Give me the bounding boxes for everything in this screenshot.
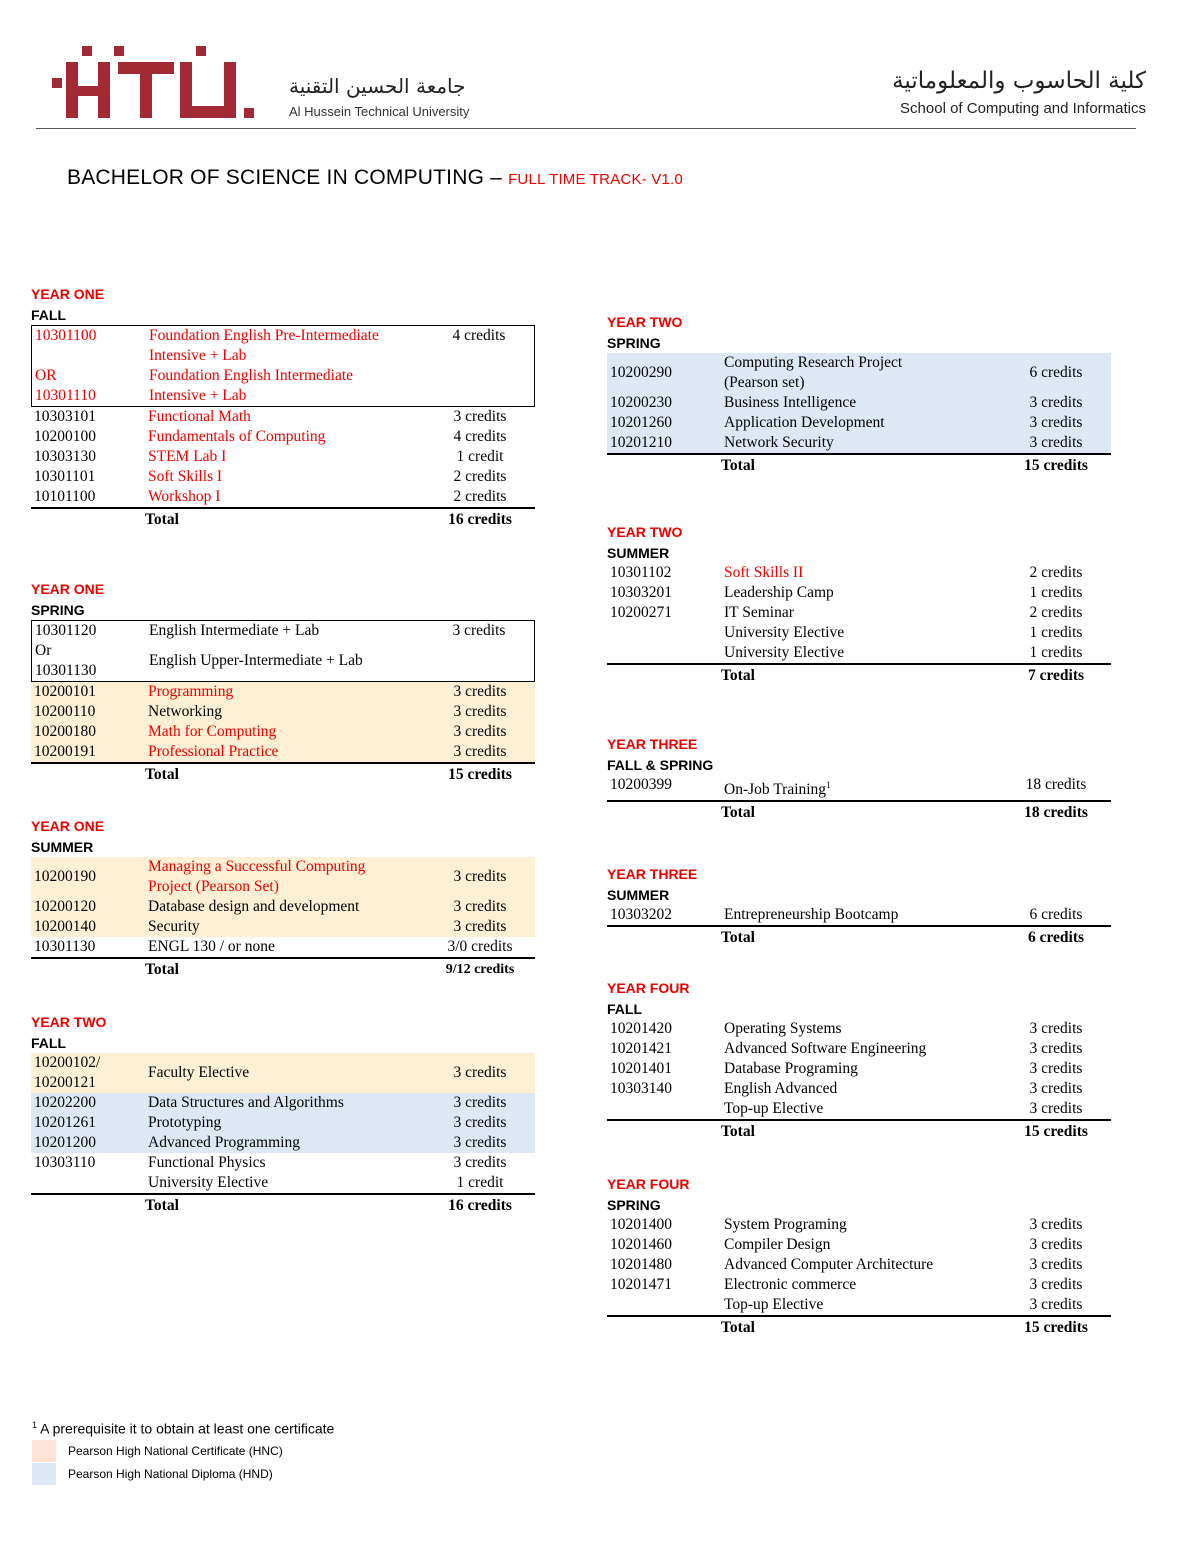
total-label: Total bbox=[721, 1319, 755, 1336]
course-credits: 3 credits bbox=[1029, 1296, 1083, 1313]
table-row bbox=[31, 742, 535, 764]
course-credits: 2 credits bbox=[453, 468, 507, 485]
table-row bbox=[607, 353, 1111, 393]
table-row bbox=[607, 1059, 1111, 1079]
section-year: YEAR ONE bbox=[31, 581, 105, 597]
course-name: Top-up Elective bbox=[724, 1100, 824, 1117]
course-name: Intensive + Lab bbox=[149, 387, 247, 404]
course-code: 10200101 bbox=[34, 683, 96, 700]
table-row bbox=[31, 682, 535, 702]
course-credits: 3 credits bbox=[1029, 1236, 1083, 1253]
course-credits: 3 credits bbox=[453, 898, 507, 915]
course-name: Operating Systems bbox=[724, 1020, 842, 1037]
table-row bbox=[607, 643, 1111, 665]
total-row bbox=[31, 959, 535, 981]
course-code: 10200110 bbox=[34, 703, 96, 720]
total-label: Total bbox=[145, 961, 179, 978]
course-code: 10301130 bbox=[34, 938, 96, 955]
course-credits: 3 credits bbox=[1029, 1256, 1083, 1273]
section-term: FALL bbox=[31, 1035, 66, 1051]
hnd-swatch bbox=[32, 1463, 56, 1485]
course-credits: 3 credits bbox=[453, 743, 507, 760]
total-row bbox=[607, 1121, 1111, 1143]
table-row bbox=[31, 407, 535, 427]
table-row bbox=[31, 857, 535, 897]
section-year-three-fall-spring bbox=[607, 733, 1111, 824]
total-label: Total bbox=[721, 457, 755, 474]
table-row bbox=[32, 366, 534, 386]
table-row bbox=[31, 1173, 535, 1195]
legend-item-hnc bbox=[32, 1440, 283, 1462]
table-row bbox=[31, 447, 535, 467]
course-code: 10200290 bbox=[610, 364, 672, 381]
course-credits: 3 credits bbox=[1029, 1276, 1083, 1293]
footnote-ref: 1 bbox=[826, 780, 831, 790]
total-row bbox=[607, 1317, 1111, 1339]
section-year: YEAR TWO bbox=[607, 524, 683, 540]
course-credits bbox=[424, 651, 534, 681]
course-credits: 2 credits bbox=[1029, 604, 1083, 621]
course-credits: 1 credits bbox=[1029, 644, 1083, 661]
section-term: SUMMER bbox=[31, 839, 94, 855]
section-term: FALL & SPRING bbox=[607, 757, 714, 773]
table-row bbox=[607, 905, 1111, 927]
section-term: SPRING bbox=[31, 602, 85, 618]
section-year-one-spring bbox=[31, 578, 535, 786]
footnote-mark: 1 bbox=[32, 1420, 38, 1430]
course-credits: 3 credits bbox=[452, 622, 506, 639]
course-credits: 3 credits bbox=[453, 1114, 507, 1131]
course-code: 10201420 bbox=[610, 1020, 672, 1037]
university-name-arabic: جامعة الحسين التقنية bbox=[289, 74, 466, 98]
course-name-text: On-Job Training bbox=[724, 781, 827, 799]
total-row bbox=[607, 455, 1111, 477]
section-year: YEAR FOUR bbox=[607, 1176, 690, 1192]
section-year: YEAR ONE bbox=[31, 818, 105, 834]
course-code: 10201471 bbox=[610, 1276, 672, 1293]
total-row bbox=[31, 1195, 535, 1217]
course-code: 10200271 bbox=[610, 604, 672, 621]
legend-item-hnd bbox=[32, 1463, 273, 1485]
table-row bbox=[32, 651, 534, 681]
course-code: 10201200 bbox=[34, 1134, 96, 1151]
course-code: 10200399 bbox=[610, 776, 672, 793]
course-name: Workshop I bbox=[148, 488, 221, 505]
table-row bbox=[607, 1099, 1111, 1121]
course-name: Compiler Design bbox=[724, 1236, 831, 1253]
english-choice-box bbox=[31, 620, 535, 682]
course-name: Entrepreneurship Bootcamp bbox=[724, 906, 899, 923]
course-credits: 1 credits bbox=[1029, 624, 1083, 641]
section-term: SUMMER bbox=[607, 887, 670, 903]
course-code bbox=[607, 1099, 724, 1119]
school-name-english: School of Computing and Informatics bbox=[900, 100, 1146, 117]
course-credits: 3 credits bbox=[453, 1094, 507, 1111]
course-code: 10303140 bbox=[610, 1080, 672, 1097]
total-label: Total bbox=[721, 1123, 755, 1140]
hnc-swatch bbox=[32, 1440, 56, 1462]
course-credits: 1 credit bbox=[456, 448, 504, 465]
page-title bbox=[67, 166, 683, 190]
course-name: Business Intelligence bbox=[724, 394, 857, 411]
section-year-one-fall bbox=[31, 283, 535, 531]
course-code: 10201401 bbox=[610, 1060, 672, 1077]
course-name: Database Programing bbox=[724, 1060, 858, 1077]
course-name bbox=[724, 775, 1001, 800]
course-name: University Elective bbox=[724, 624, 845, 641]
table-row bbox=[31, 897, 535, 917]
course-name: Top-up Elective bbox=[724, 1296, 824, 1313]
course-name: ENGL 130 / or none bbox=[148, 938, 275, 955]
total-row bbox=[607, 665, 1111, 687]
section-term: SUMMER bbox=[607, 545, 670, 561]
course-code: 10101100 bbox=[34, 488, 96, 505]
course-code: 10201460 bbox=[610, 1236, 672, 1253]
course-code: 10301100 bbox=[35, 327, 97, 344]
course-credits bbox=[424, 346, 534, 366]
table-row bbox=[31, 487, 535, 509]
course-credits: 3 credits bbox=[453, 918, 507, 935]
title-main: BACHELOR OF SCIENCE IN COMPUTING – bbox=[67, 166, 509, 189]
table-row bbox=[607, 623, 1111, 643]
course-credits: 3 credits bbox=[1029, 1216, 1083, 1233]
course-name: Professional Practice bbox=[148, 743, 279, 760]
table-row bbox=[31, 1133, 535, 1153]
course-code: 10201480 bbox=[610, 1256, 672, 1273]
course-name: Advanced Programming bbox=[148, 1134, 300, 1151]
total-credits: 15 credits bbox=[1024, 1319, 1088, 1336]
table-row bbox=[607, 433, 1111, 455]
course-credits: 4 credits bbox=[452, 327, 506, 344]
university-name-english: Al Hussein Technical University bbox=[289, 104, 470, 119]
course-code: 10301102 bbox=[610, 564, 672, 581]
course-name: University Elective bbox=[724, 644, 845, 661]
course-credits bbox=[424, 386, 534, 406]
section-year: YEAR THREE bbox=[607, 866, 698, 882]
table-row bbox=[32, 326, 534, 346]
course-credits: 3 credits bbox=[1029, 1100, 1083, 1117]
course-code bbox=[31, 1173, 148, 1193]
total-row bbox=[607, 927, 1111, 949]
course-name: Soft Skills I bbox=[148, 468, 223, 485]
course-code: Or bbox=[35, 642, 52, 659]
course-credits: 3 credits bbox=[1029, 1060, 1083, 1077]
table-row bbox=[607, 563, 1111, 583]
course-name: Math for Computing bbox=[148, 723, 277, 740]
course-name: English Intermediate + Lab bbox=[149, 622, 320, 639]
table-row bbox=[607, 1255, 1111, 1275]
course-code: 10200191 bbox=[34, 743, 96, 760]
course-credits: 3 credits bbox=[453, 1134, 507, 1151]
course-credits: 3/0 credits bbox=[447, 938, 513, 955]
legend-label: Pearson High National Certificate (HNC) bbox=[68, 1444, 283, 1458]
course-code: 10303130 bbox=[34, 448, 96, 465]
course-code: 10200100 bbox=[34, 428, 96, 445]
total-credits: 6 credits bbox=[1027, 929, 1085, 946]
course-code: 10303202 bbox=[610, 906, 672, 923]
section-year-four-spring bbox=[607, 1173, 1111, 1339]
course-credits: 3 credits bbox=[453, 408, 507, 425]
table-row bbox=[607, 1235, 1111, 1255]
course-code: 10301101 bbox=[34, 468, 96, 485]
footnote bbox=[32, 1420, 334, 1437]
title-track: FULL TIME TRACK- V1.0 bbox=[508, 171, 683, 188]
total-row bbox=[31, 509, 535, 531]
course-code bbox=[32, 346, 149, 366]
section-year: YEAR THREE bbox=[607, 736, 698, 752]
table-row bbox=[31, 1053, 535, 1093]
course-credits: 6 credits bbox=[1029, 364, 1083, 381]
course-name: Programming bbox=[148, 683, 234, 700]
table-row bbox=[31, 1153, 535, 1173]
course-name: Soft Skills II bbox=[724, 564, 804, 581]
total-credits: 7 credits bbox=[1027, 667, 1085, 684]
course-name: Networking bbox=[148, 703, 223, 720]
table-row bbox=[607, 583, 1111, 603]
course-code: 10201210 bbox=[610, 434, 672, 451]
course-credits: 3 credits bbox=[453, 1154, 507, 1171]
table-row bbox=[607, 393, 1111, 413]
course-name: University Elective bbox=[148, 1174, 269, 1191]
table-row bbox=[607, 603, 1111, 623]
table-row bbox=[31, 467, 535, 487]
total-label: Total bbox=[145, 511, 179, 528]
table-row bbox=[607, 1039, 1111, 1059]
course-credits: 4 credits bbox=[453, 428, 507, 445]
course-name: Database design and development bbox=[148, 898, 360, 915]
course-code: 10201260 bbox=[610, 414, 672, 431]
course-code: 10200140 bbox=[34, 918, 96, 935]
section-year-two-spring bbox=[607, 311, 1111, 477]
course-code bbox=[607, 643, 724, 663]
course-credits: 6 credits bbox=[1029, 906, 1083, 923]
total-credits: 16 credits bbox=[448, 511, 512, 528]
course-name: Foundation English Pre-Intermediate bbox=[149, 327, 379, 344]
table-row bbox=[607, 1275, 1111, 1295]
course-name: Intensive + Lab bbox=[149, 347, 247, 364]
english-choice-box bbox=[31, 325, 535, 407]
section-year: YEAR FOUR bbox=[607, 980, 690, 996]
htu-logo bbox=[52, 44, 272, 118]
school-name-arabic: كلية الحاسوب والمعلوماتية bbox=[892, 68, 1146, 94]
course-credits: 3 credits bbox=[1029, 414, 1083, 431]
course-name: English Advanced bbox=[724, 1080, 838, 1097]
course-credits: 3 credits bbox=[453, 723, 507, 740]
course-name: Network Security bbox=[724, 434, 834, 451]
total-credits: 15 credits bbox=[448, 766, 512, 783]
course-code: 10200120 bbox=[34, 898, 96, 915]
course-name: Fundamentals of Computing bbox=[148, 428, 326, 445]
course-name: IT Seminar bbox=[724, 604, 794, 621]
course-credits: 3 credits bbox=[1029, 1020, 1083, 1037]
table-row bbox=[607, 413, 1111, 433]
course-name: English Upper-Intermediate + Lab bbox=[149, 652, 363, 669]
total-row bbox=[31, 764, 535, 786]
section-year-two-fall bbox=[31, 1011, 535, 1217]
course-name: Prototyping bbox=[148, 1114, 222, 1131]
table-row bbox=[31, 917, 535, 937]
table-row bbox=[31, 722, 535, 742]
course-code: 10301110 bbox=[35, 387, 96, 404]
course-name: Advanced Software Engineering bbox=[724, 1040, 927, 1057]
course-code: 10200180 bbox=[34, 723, 96, 740]
course-credits: 1 credits bbox=[1029, 584, 1083, 601]
table-row bbox=[607, 1079, 1111, 1099]
course-code: 10200190 bbox=[34, 868, 96, 885]
course-name: Data Structures and Algorithms bbox=[148, 1094, 344, 1111]
section-year-three-summer bbox=[607, 863, 1111, 949]
course-name: Foundation English Intermediate bbox=[149, 367, 354, 384]
table-row bbox=[31, 427, 535, 447]
course-code: 10303110 bbox=[34, 1154, 96, 1171]
course-credits: 3 credits bbox=[453, 1064, 507, 1081]
table-row bbox=[32, 386, 534, 406]
section-term: SPRING bbox=[607, 335, 661, 351]
course-name: Security bbox=[148, 918, 200, 935]
total-credits: 16 credits bbox=[448, 1197, 512, 1214]
section-term: FALL bbox=[607, 1001, 642, 1017]
section-term: FALL bbox=[31, 307, 66, 323]
legend-label: Pearson High National Diploma (HND) bbox=[68, 1467, 273, 1481]
section-year: YEAR ONE bbox=[31, 286, 105, 302]
table-row bbox=[32, 621, 534, 641]
course-credits: 2 credits bbox=[1029, 564, 1083, 581]
course-name: Computing Research Project (Pearson set) bbox=[724, 354, 903, 391]
course-credits: 3 credits bbox=[453, 683, 507, 700]
total-label: Total bbox=[721, 804, 755, 822]
course-code: 10200230 bbox=[610, 394, 672, 411]
course-code: 10301120 bbox=[35, 622, 97, 639]
course-name: Leadership Camp bbox=[724, 584, 834, 601]
table-row bbox=[31, 1113, 535, 1133]
section-year-two-summer bbox=[607, 521, 1111, 687]
course-credits: 3 credits bbox=[453, 703, 507, 720]
table-row bbox=[31, 937, 535, 959]
table-row bbox=[607, 775, 1111, 802]
total-credits: 15 credits bbox=[1024, 457, 1088, 474]
table-row bbox=[32, 346, 534, 366]
table-row bbox=[31, 1093, 535, 1113]
total-label: Total bbox=[721, 667, 755, 684]
course-name: Functional Math bbox=[148, 408, 251, 425]
total-credits: 15 credits bbox=[1024, 1123, 1088, 1140]
course-name: Functional Physics bbox=[148, 1154, 266, 1171]
course-credits: 18 credits bbox=[1025, 776, 1087, 793]
table-row bbox=[607, 1215, 1111, 1235]
course-name: STEM Lab I bbox=[148, 448, 227, 465]
course-credits: 3 credits bbox=[1029, 394, 1083, 411]
course-code: 10202200 bbox=[34, 1094, 96, 1111]
course-name: System Programing bbox=[724, 1216, 847, 1233]
course-credits: 3 credits bbox=[1029, 1080, 1083, 1097]
total-label: Total bbox=[721, 929, 755, 946]
total-credits: 9/12 credits bbox=[445, 962, 515, 977]
course-name: Advanced Computer Architecture bbox=[724, 1256, 934, 1273]
table-row bbox=[607, 1019, 1111, 1039]
course-name: Faculty Elective bbox=[148, 1064, 250, 1081]
course-code: 10303201 bbox=[610, 584, 672, 601]
course-code: OR bbox=[35, 367, 57, 384]
section-year-one-summer bbox=[31, 815, 535, 981]
course-credits: 1 credit bbox=[456, 1174, 504, 1191]
table-row bbox=[31, 702, 535, 722]
total-label: Total bbox=[145, 766, 179, 783]
course-code bbox=[607, 1295, 724, 1315]
section-year: YEAR TWO bbox=[607, 314, 683, 330]
course-code: 10200102/ 10200121 bbox=[34, 1054, 101, 1091]
section-term: SPRING bbox=[607, 1197, 661, 1213]
total-credits: 18 credits bbox=[1024, 804, 1088, 822]
course-code: 10301130 bbox=[35, 662, 97, 679]
header-divider bbox=[36, 128, 1136, 129]
course-name: Managing a Successful Computing Project (Pearson Set) bbox=[148, 858, 366, 895]
course-credits: 3 credits bbox=[1029, 1040, 1083, 1057]
total-row bbox=[607, 802, 1111, 824]
footnote-text: A prerequisite it to obtain at least one certificate bbox=[37, 1420, 335, 1437]
course-credits: 3 credits bbox=[1029, 434, 1083, 451]
course-credits: 3 credits bbox=[453, 868, 507, 885]
total-label: Total bbox=[145, 1197, 179, 1214]
course-code bbox=[607, 623, 724, 643]
section-year: YEAR TWO bbox=[31, 1014, 107, 1030]
course-code: 10201421 bbox=[610, 1040, 672, 1057]
table-row bbox=[607, 1295, 1111, 1317]
section-year-four-fall bbox=[607, 977, 1111, 1143]
course-credits bbox=[424, 366, 534, 386]
course-code: 10201400 bbox=[610, 1216, 672, 1233]
course-code: 10201261 bbox=[34, 1114, 96, 1131]
course-credits: 2 credits bbox=[453, 488, 507, 505]
course-name: Application Development bbox=[724, 414, 885, 431]
course-name: Electronic commerce bbox=[724, 1276, 857, 1293]
course-code: 10303101 bbox=[34, 408, 96, 425]
